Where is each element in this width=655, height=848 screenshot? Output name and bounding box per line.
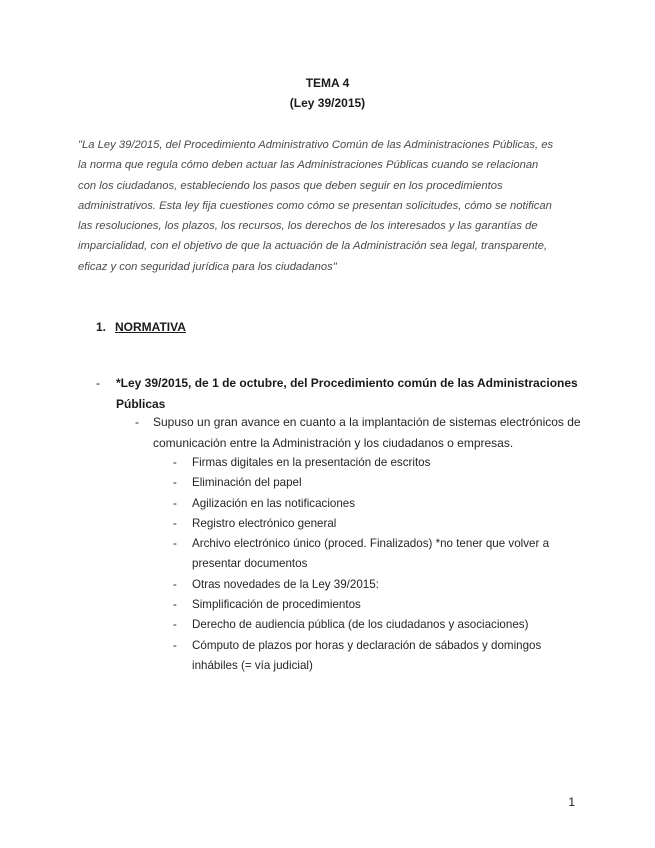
list-item (173, 453, 593, 473)
list-item-text: Agilización en las notificaciones (192, 496, 356, 510)
list-item (173, 575, 593, 595)
list-item-text: Firmas digitales en la presentación de escritos (192, 456, 431, 469)
list-dash: - (173, 537, 177, 551)
list-dash: - (173, 516, 177, 530)
list-dash: - (173, 598, 177, 612)
list-dash: - (173, 476, 177, 490)
list-item-text: presentar documentos (192, 557, 308, 571)
abstract-line: "La Ley 39/2015, del Procedimiento Administrativo Común de las Administraciones Públicas, es (78, 139, 554, 151)
list-dash: - (96, 376, 100, 390)
section-heading (96, 320, 186, 334)
novelties-list (173, 453, 593, 676)
list-item-text: Archivo electrónico único (proced. Finalizados) *no tener que volver a (192, 537, 550, 551)
list-item (173, 514, 593, 534)
law-title-line: *Ley 39/2015, de 1 de octubre, del Procedimiento común de las Administraciones (116, 376, 578, 390)
law-title-line: Públicas (116, 396, 166, 411)
list-item (173, 473, 593, 493)
list-item (173, 494, 593, 514)
list-item (173, 615, 593, 635)
list-item (173, 636, 593, 677)
law-description-item (135, 412, 595, 453)
list-item (173, 534, 593, 575)
list-item-text: Cómputo de plazos por horas y declaración de sábados y domingos (192, 638, 542, 652)
description-line: Supuso un gran avance en cuanto a la implantación de sistemas electrónicos de (153, 415, 581, 429)
abstract-quote (78, 135, 583, 277)
law-list-item (96, 373, 596, 414)
section-number: 1. (96, 320, 107, 334)
list-dash: - (135, 415, 139, 429)
section-title: NORMATIVA (115, 320, 186, 334)
abstract-line: las resoluciones, los plazos, los recursos, los derechos de los interesados y las garantías de (78, 220, 538, 233)
list-item-text: Derecho de audiencia pública (de los ciudadanos y asociaciones) (192, 618, 529, 632)
list-item-text: Otras novedades de la Ley 39/2015: (192, 577, 379, 591)
list-dash: - (173, 618, 177, 632)
abstract-line: eficaz y con seguridad jurídica para los ciudadanos" (78, 260, 337, 273)
description-line: comunicación entre la Administración y los ciudadanos o empresas. (153, 435, 514, 450)
abstract-line: con los ciudadanos, estableciendo los pasos que deben seguir en los procedimientos (78, 179, 503, 192)
list-item-text: Simplificación de procedimientos (192, 598, 361, 612)
abstract-line: la norma que regula cómo deben actuar las Administraciones Públicas cuando se relacionan (78, 159, 539, 172)
page-number: 1 (568, 795, 575, 809)
list-dash: - (173, 456, 177, 469)
list-item-text: Registro electrónico general (192, 516, 337, 530)
list-dash: - (173, 496, 177, 510)
abstract-line: administrativos. Esta ley fija cuestiones como cómo se presentan solicitudes, cómo se notifican (78, 199, 552, 212)
document-title: TEMA 4 (305, 76, 350, 90)
list-item-text: inhábiles (= vía judicial) (192, 658, 313, 672)
list-item (173, 595, 593, 615)
document-subtitle: (Ley 39/2015) (289, 96, 366, 110)
list-dash: - (173, 577, 177, 591)
list-dash: - (173, 638, 177, 652)
abstract-line: imparcialidad, con el objetivo de que la actuación de la Administración sea legal, transparente, (78, 240, 548, 253)
list-item-text: Eliminación del papel (192, 476, 302, 490)
